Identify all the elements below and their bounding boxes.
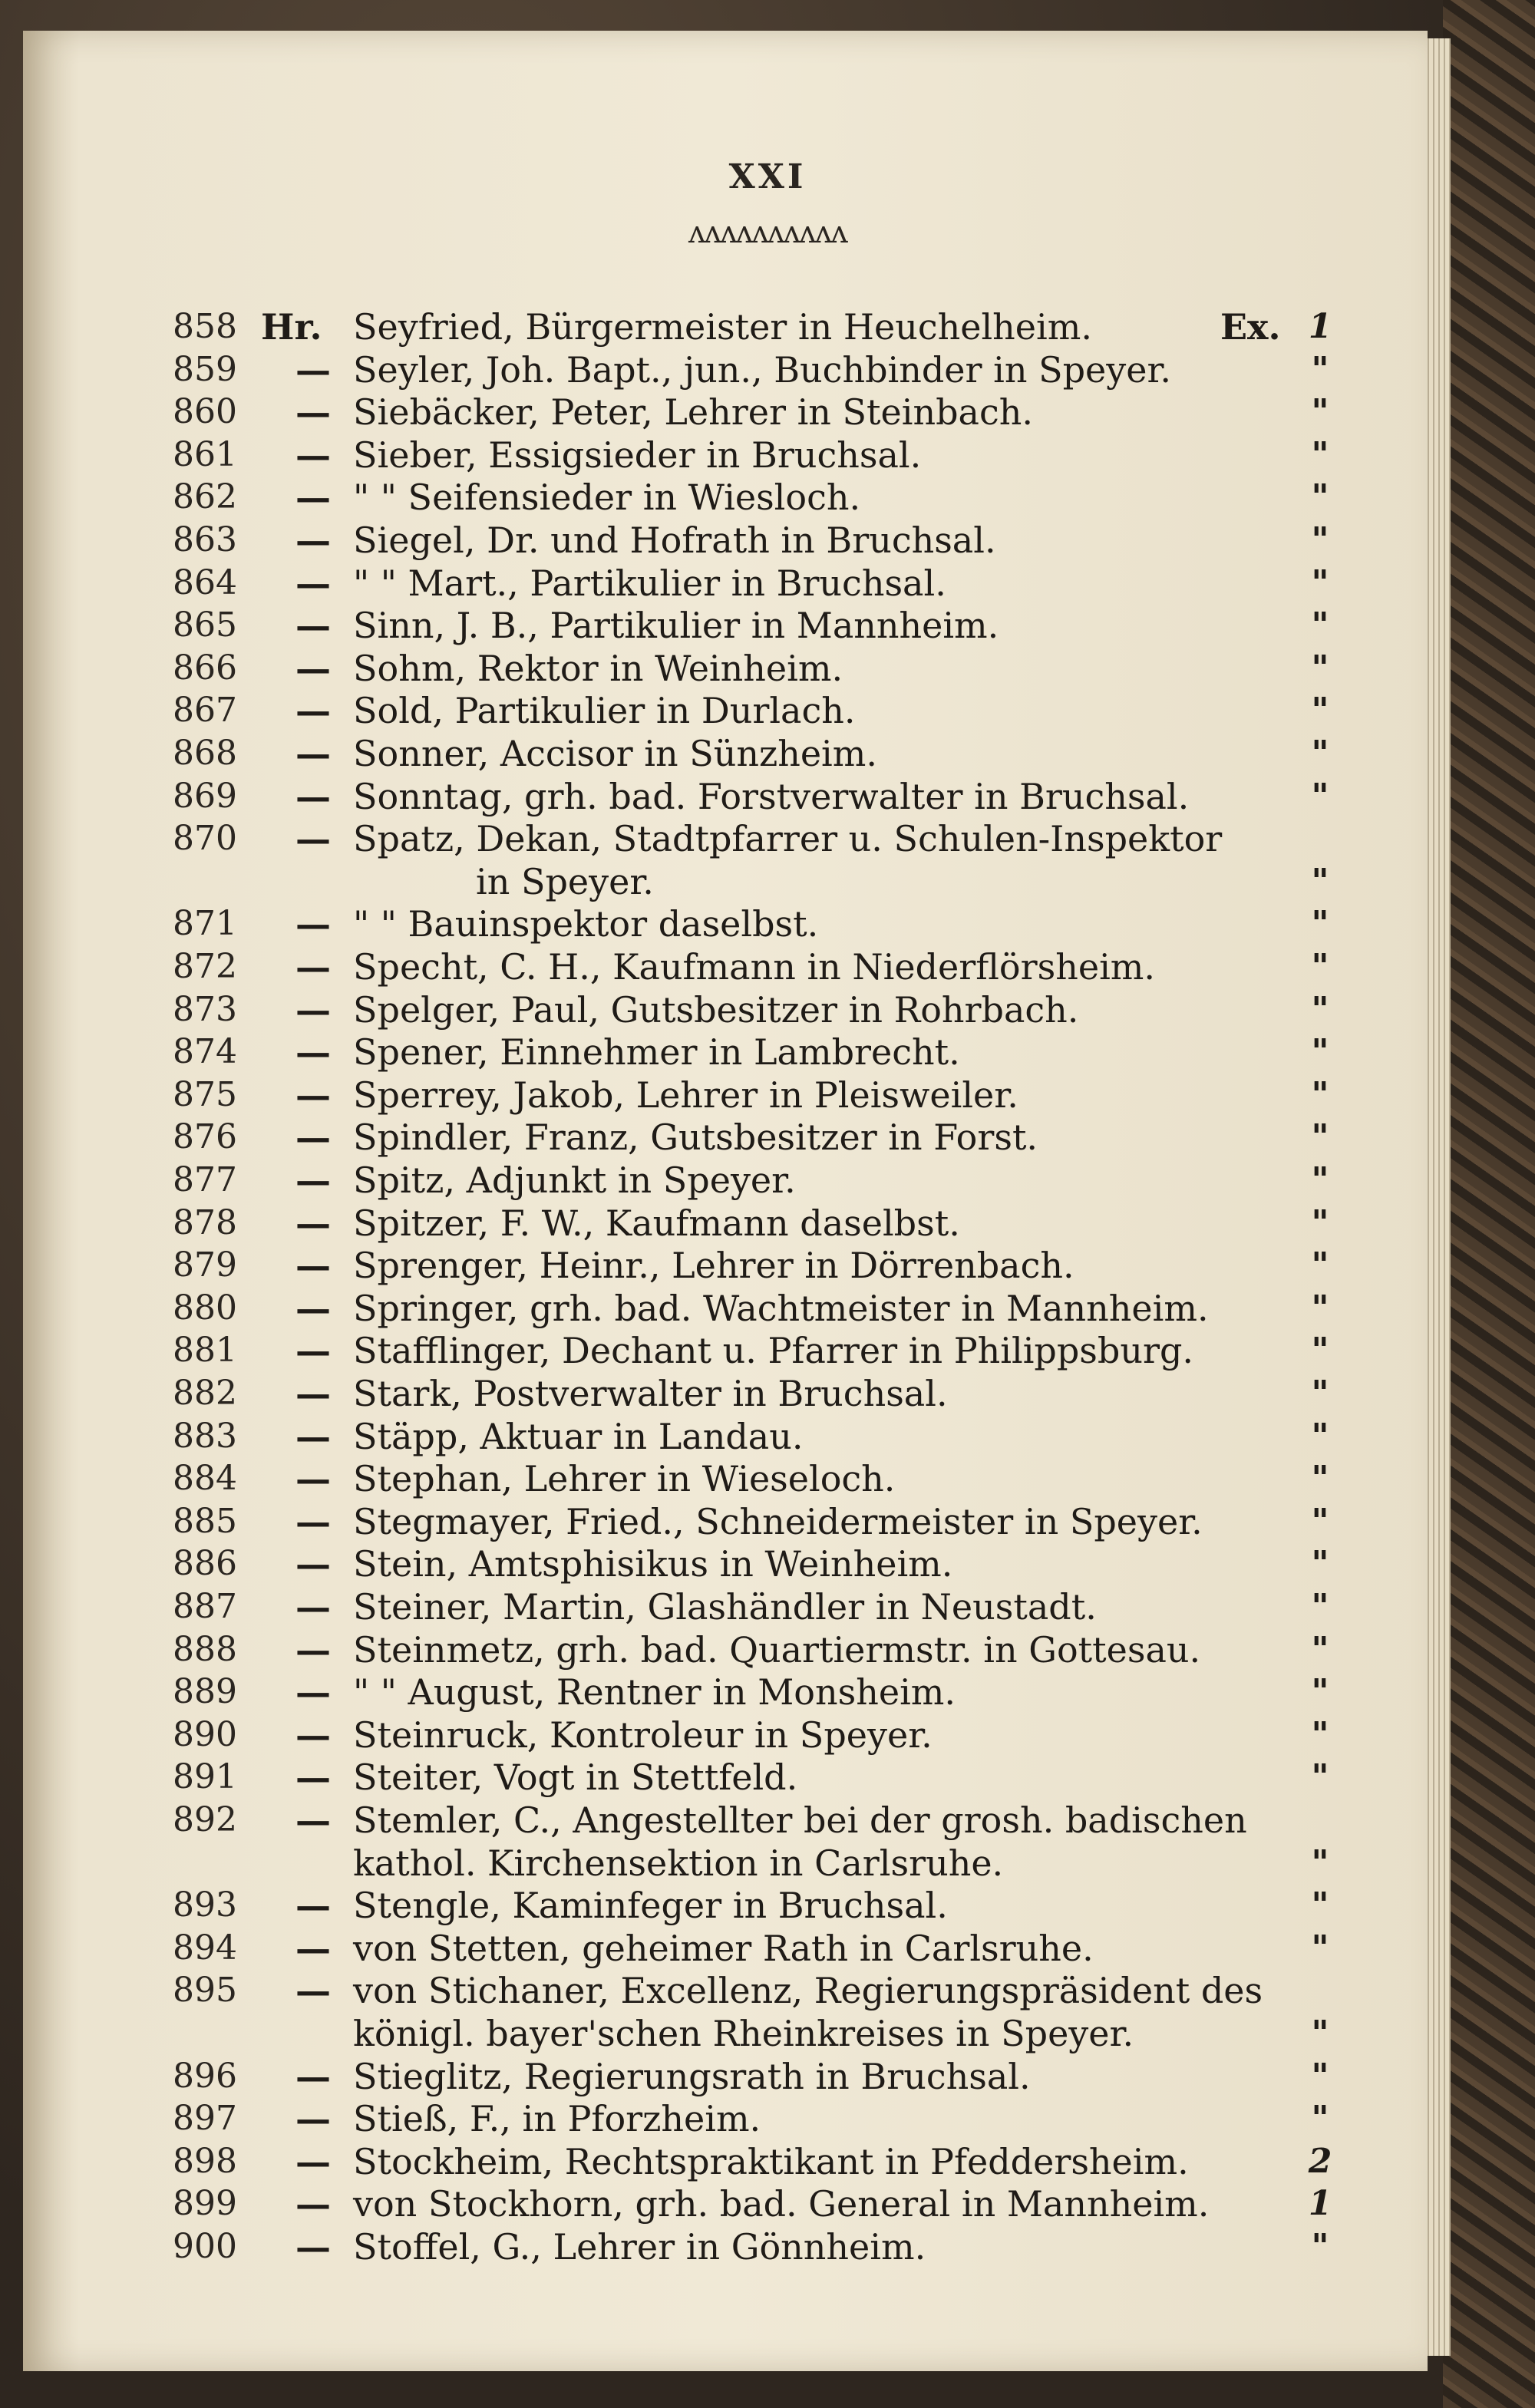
entry-text: Stockheim, Rechtspraktikant in Pfeddersheim. <box>353 2140 1189 2182</box>
copy-count: " <box>1311 989 1329 1029</box>
copy-count: " <box>1311 1374 1329 1413</box>
copy-count: " <box>1311 349 1329 389</box>
entry-number: 895 <box>173 1971 237 2011</box>
entry-number: 867 <box>173 691 237 731</box>
entry-number: 878 <box>173 1202 237 1242</box>
entry-text: Seyler, Joh. Bapt., jun., Buchbinder in Speyer. <box>353 348 1172 391</box>
entry-continuation: königl. bayer'schen Rheinkreises in Speyer. <box>353 2012 1134 2054</box>
copy-count: 1 <box>1308 2184 1332 2224</box>
ditto-dash: — <box>295 434 331 476</box>
ditto-dash: — <box>295 2098 331 2140</box>
ditto-dash: — <box>295 1671 331 1714</box>
entry-text: Sold, Partikulier in Durlach. <box>353 690 856 732</box>
entry-text: Spitzer, F. W., Kaufmann daselbst. <box>353 1202 960 1244</box>
ditto-dash: — <box>295 1202 331 1244</box>
ditto-dash: — <box>295 2140 331 2182</box>
copy-count: " <box>1311 1160 1329 1199</box>
ditto-dash: — <box>295 1799 331 1841</box>
entry-number: 860 <box>173 392 237 432</box>
entry-text: Steinmetz, grh. bad. Quartiermstr. in Gottesau. <box>353 1628 1201 1671</box>
ditto-dash: — <box>295 1159 331 1201</box>
entry-number: 874 <box>173 1032 237 1072</box>
entry-text: " " Seifensieder in Wiesloch. <box>353 477 861 519</box>
ditto-dash: — <box>295 1586 331 1628</box>
ditto-dash: — <box>295 1757 331 1799</box>
entry-text: Steinruck, Kontroleur in Speyer. <box>353 1714 933 1756</box>
copy-count: " <box>1311 648 1329 688</box>
entry-number: 870 <box>173 819 237 859</box>
ditto-dash: — <box>295 2055 331 2097</box>
entry-number: 900 <box>173 2227 237 2266</box>
ditto-dash: — <box>295 1287 331 1329</box>
ditto-dash: — <box>295 690 331 732</box>
ditto-dash: — <box>295 818 331 860</box>
copy-count: " <box>1311 477 1329 517</box>
ditto-dash: — <box>295 1628 331 1671</box>
entry-text: Siebäcker, Peter, Lehrer in Steinbach. <box>353 391 1033 434</box>
ditto-dash: — <box>295 1031 331 1074</box>
entry-text: Stoffel, G., Lehrer in Gönnheim. <box>353 2226 926 2268</box>
ditto-dash: — <box>295 647 331 689</box>
entry-text: Springer, grh. bad. Wachtmeister in Mannheim. <box>353 1287 1209 1329</box>
entry-text: Stafflinger, Dechant u. Pfarrer in Philippsburg. <box>353 1330 1194 1372</box>
entry-text: Stegmayer, Fried., Schneidermeister in Speyer. <box>353 1500 1203 1542</box>
entry-text: " " Bauinspektor daselbst. <box>353 903 819 945</box>
entry-number: 881 <box>173 1331 237 1371</box>
copy-count: " <box>1311 776 1329 816</box>
ditto-dash: — <box>295 348 331 391</box>
copy-count: " <box>1311 1288 1329 1328</box>
entry-text: Sperrey, Jakob, Lehrer in Pleisweiler. <box>353 1074 1018 1116</box>
entry-text: Stengle, Kaminfeger in Bruchsal. <box>353 1885 948 1927</box>
entry-number: 876 <box>173 1117 237 1157</box>
unit-label: Ex. <box>1220 306 1281 348</box>
copy-count: " <box>1311 947 1329 986</box>
entry-number: 898 <box>173 2141 237 2181</box>
entry-number: 897 <box>173 2099 237 2139</box>
copy-count: " <box>1311 1202 1329 1242</box>
entry-number: 869 <box>173 776 237 816</box>
entry-number: 868 <box>173 734 237 773</box>
entry-number: 883 <box>173 1416 237 1456</box>
copy-count: " <box>1311 734 1329 773</box>
copy-count: 1 <box>1308 307 1332 346</box>
entry-number: 888 <box>173 1629 237 1669</box>
entry-text: Sonntag, grh. bad. Forstverwalter in Bruchsal. <box>353 775 1190 817</box>
book-cover-edge <box>1443 0 1535 2408</box>
entry-text: Stieß, F., in Pforzheim. <box>353 2098 761 2140</box>
copy-count: " <box>1311 1544 1329 1584</box>
entry-text: Steiter, Vogt in Stettfeld. <box>353 1757 798 1799</box>
entry-continuation: kathol. Kirchensektion in Carlsruhe. <box>353 1842 1004 1884</box>
page-number: XXI <box>728 157 807 196</box>
copy-count: " <box>1311 520 1329 559</box>
ditto-dash: — <box>295 1927 331 1969</box>
entry-number: 882 <box>173 1374 237 1413</box>
copy-count: " <box>1311 1331 1329 1371</box>
entry-text: Stieglitz, Regierungsrath in Bruchsal. <box>353 2055 1031 2097</box>
ditto-dash: — <box>295 775 331 817</box>
copy-count: " <box>1311 1587 1329 1626</box>
ditto-dash: — <box>295 1117 331 1159</box>
entry-number: 899 <box>173 2184 237 2224</box>
copy-count: " <box>1311 1032 1329 1072</box>
entry-number: 891 <box>173 1757 237 1797</box>
ditto-dash: — <box>295 1543 331 1585</box>
header-ornament: ʌʌʌʌʌʌʌʌʌʌ <box>688 215 847 250</box>
ditto-dash: — <box>295 2226 331 2268</box>
entry-text: Sinn, J. B., Partikulier in Mannheim. <box>353 605 999 647</box>
entry-text: von Stetten, geheimer Rath in Carlsruhe. <box>353 1927 1094 1969</box>
copy-count: " <box>1311 2099 1329 2139</box>
copy-count: " <box>1311 2227 1329 2266</box>
entry-number: 893 <box>173 1885 237 1925</box>
ditto-dash: — <box>295 1458 331 1500</box>
ditto-dash: — <box>295 1373 331 1414</box>
entry-number: 879 <box>173 1245 237 1285</box>
copy-count: " <box>1311 1501 1329 1541</box>
entry-number: 885 <box>173 1501 237 1541</box>
entry-text: Stephan, Lehrer in Wieseloch. <box>353 1458 896 1500</box>
copy-count: " <box>1311 605 1329 645</box>
ditto-dash: — <box>295 1330 331 1372</box>
copy-count: " <box>1311 2013 1329 2053</box>
entry-text: Sonner, Accisor in Sünzheim. <box>353 733 877 774</box>
entry-number: 890 <box>173 1714 237 1754</box>
entry-text: Spindler, Franz, Gutsbesitzer in Forst. <box>353 1117 1038 1159</box>
entry-number: 875 <box>173 1074 237 1114</box>
entry-number: 862 <box>173 477 237 517</box>
ditto-dash: — <box>295 1500 331 1542</box>
ditto-dash: — <box>295 1245 331 1287</box>
entry-number: 859 <box>173 349 237 389</box>
entry-text: Stein, Amtsphisikus in Weinheim. <box>353 1543 953 1585</box>
ditto-dash: — <box>295 1074 331 1116</box>
entry-text: Seyfried, Bürgermeister in Heuchelheim. <box>353 306 1092 348</box>
copy-count: " <box>1311 1672 1329 1712</box>
copy-count: " <box>1311 1757 1329 1797</box>
entry-number: 887 <box>173 1587 237 1626</box>
entry-text: Spatz, Dekan, Stadtpfarrer u. Schulen-Inspektor <box>353 818 1223 860</box>
copy-count: " <box>1311 1885 1329 1925</box>
entry-text: " " August, Rentner in Monsheim. <box>353 1671 956 1714</box>
ditto-dash: — <box>295 2183 331 2225</box>
ditto-dash: — <box>295 733 331 774</box>
copy-count: " <box>1311 392 1329 432</box>
ditto-dash: — <box>295 477 331 519</box>
entry-text: Stäpp, Aktuar in Landau. <box>353 1415 804 1457</box>
entry-text: Stemler, C., Angestellter bei der grosh. badischen <box>353 1799 1247 1841</box>
entry-number: 892 <box>173 1800 237 1839</box>
entry-number: 864 <box>173 562 237 602</box>
entry-text: Spelger, Paul, Gutsbesitzer in Rohrbach. <box>353 988 1079 1031</box>
entry-text: von Stockhorn, grh. bad. General in Mannheim. <box>353 2183 1210 2225</box>
copy-count: " <box>1311 562 1329 602</box>
copy-count: " <box>1311 1629 1329 1669</box>
copy-count: 2 <box>1308 2141 1332 2181</box>
entry-number: 863 <box>173 520 237 559</box>
entry-number: 871 <box>173 904 237 944</box>
entry-text: Stark, Postverwalter in Bruchsal. <box>353 1373 948 1414</box>
entry-continuation: in Speyer. <box>476 860 654 902</box>
copy-count: " <box>1311 691 1329 731</box>
entry-number: 894 <box>173 1928 237 1968</box>
entry-text: Spitz, Adjunkt in Speyer. <box>353 1159 796 1201</box>
entry-number: 880 <box>173 1288 237 1328</box>
ditto-dash: — <box>295 903 331 945</box>
ditto-dash: — <box>295 1970 331 2012</box>
entry-number: 866 <box>173 648 237 688</box>
ditto-dash: — <box>295 391 331 434</box>
entry-text: Sohm, Rektor in Weinheim. <box>353 647 843 689</box>
copy-count: " <box>1311 1245 1329 1285</box>
copy-count: " <box>1311 1074 1329 1114</box>
copy-count: " <box>1311 1416 1329 1456</box>
entry-number: 877 <box>173 1160 237 1199</box>
ditto-dash: — <box>295 605 331 647</box>
entry-number: 889 <box>173 1672 237 1712</box>
entry-text: Steiner, Martin, Glashändler in Neustadt. <box>353 1586 1097 1628</box>
entry-number: 861 <box>173 434 237 474</box>
copy-count: " <box>1311 1714 1329 1754</box>
entry-text: Siegel, Dr. und Hofrath in Bruchsal. <box>353 520 996 561</box>
entry-number: 886 <box>173 1544 237 1584</box>
entry-text: Specht, C. H., Kaufmann in Niederflörsheim. <box>353 946 1156 988</box>
entry-text: " " Mart., Partikulier in Bruchsal. <box>353 562 946 604</box>
ditto-dash: — <box>295 520 331 561</box>
copy-count: " <box>1311 861 1329 901</box>
copy-count: " <box>1311 1928 1329 1968</box>
ditto-dash: — <box>295 1885 331 1927</box>
copy-count: " <box>1311 1459 1329 1499</box>
ditto-dash: — <box>295 1415 331 1457</box>
ditto-dash: — <box>295 562 331 604</box>
copy-count: " <box>1311 1842 1329 1882</box>
copy-count: " <box>1311 904 1329 944</box>
entry-text: Spener, Einnehmer in Lambrecht. <box>353 1031 960 1074</box>
title-prefix: Hr. <box>261 306 322 348</box>
entry-number: 896 <box>173 2056 237 2096</box>
entry-text: Sieber, Essigsieder in Bruchsal. <box>353 434 922 476</box>
entry-number: 872 <box>173 947 237 986</box>
copy-count: " <box>1311 434 1329 474</box>
entry-number: 884 <box>173 1459 237 1499</box>
ditto-dash: — <box>295 1714 331 1756</box>
ditto-dash: — <box>295 988 331 1031</box>
entry-number: 865 <box>173 605 237 645</box>
copy-count: " <box>1311 2056 1329 2096</box>
entry-text: von Stichaner, Excellenz, Regierungspräsident des <box>353 1970 1263 2012</box>
entry-number: 873 <box>173 989 237 1029</box>
ditto-dash: — <box>295 946 331 988</box>
entry-text: Sprenger, Heinr., Lehrer in Dörrenbach. <box>353 1245 1074 1287</box>
copy-count: " <box>1311 1117 1329 1157</box>
entry-number: 858 <box>173 307 237 346</box>
